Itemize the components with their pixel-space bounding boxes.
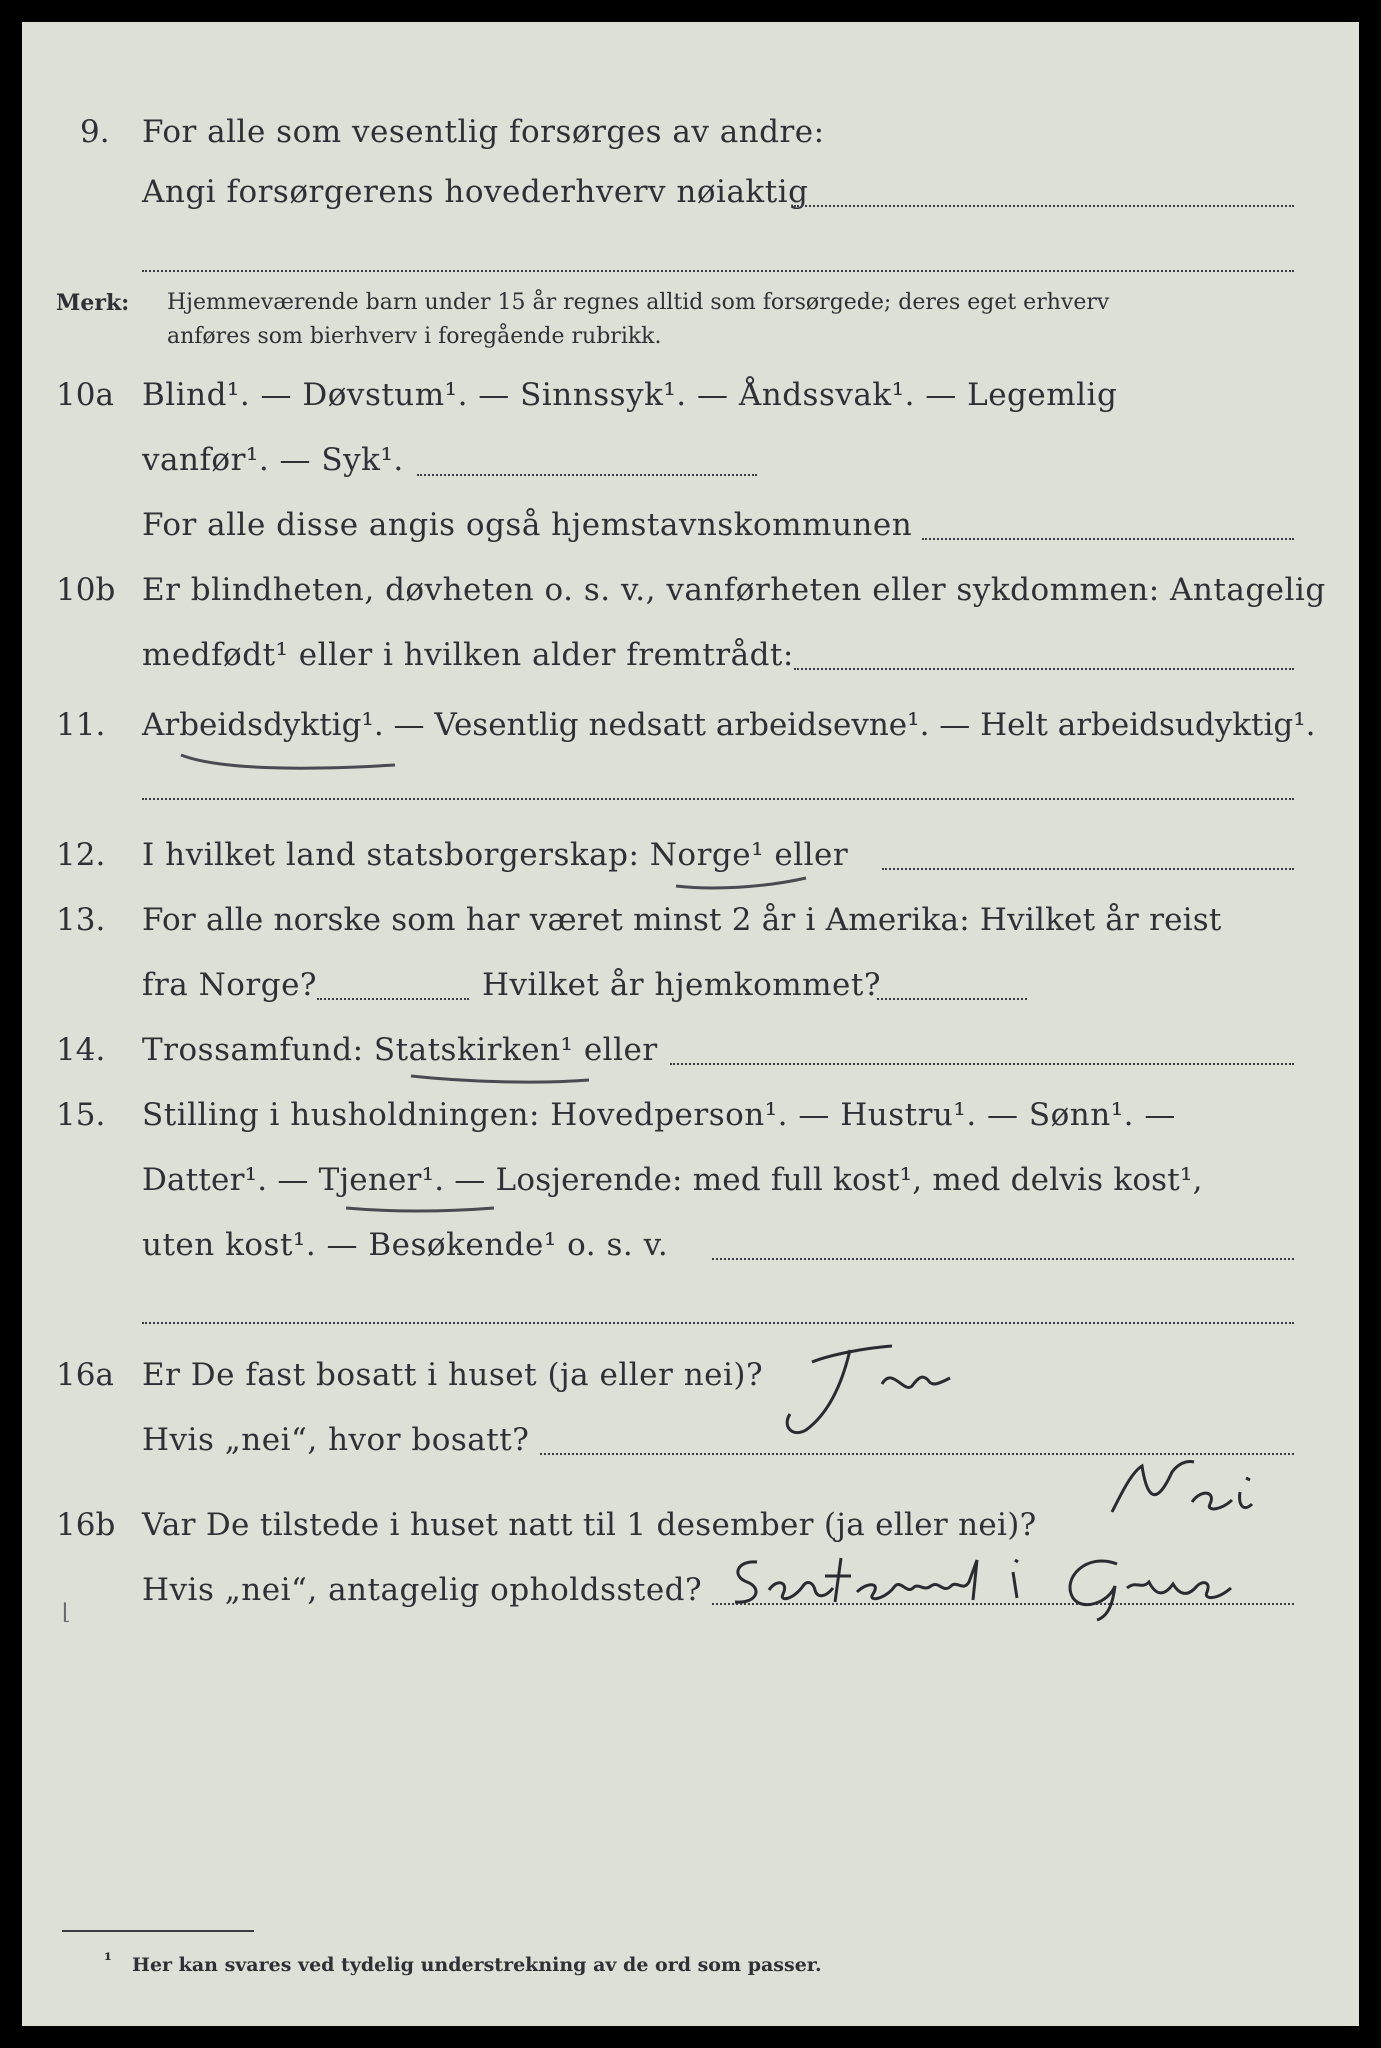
- q10b-line2: medfødt¹ eller i hvilken alder fremtrådt:: [142, 637, 794, 673]
- q14-underline-mark: [407, 1068, 597, 1092]
- note-line1: Hjemmeværende barn under 15 år regnes alltid som forsørgede; deres eget erhverv: [167, 290, 1110, 315]
- q12-underline-mark: [672, 872, 812, 896]
- q11-line1: Arbeidsdyktig¹. — Vesentlig nedsatt arbeidsevne¹. — Helt arbeidsudyktig¹.: [142, 707, 1316, 743]
- q11-number: 11.: [56, 707, 106, 743]
- q16b-line1: Var De tilstede i huset natt til 1 desember (ja eller nei)?: [142, 1507, 1037, 1543]
- q13-line1: For alle norske som har været minst 2 år i Amerika: Hvilket år reist: [142, 902, 1222, 938]
- q13-number: 13.: [56, 902, 106, 938]
- q15-answer-line: [712, 1258, 1294, 1260]
- section-divider: [142, 270, 1294, 272]
- q11-underline-mark: [177, 747, 402, 777]
- q10a-line3: For alle disse angis også hjemstavnskommunen: [142, 507, 913, 543]
- q10b-line1: Er blindheten, døvheten o. s. v., vanførheten eller sykdommen: Antagelig: [142, 572, 1326, 608]
- q16a-number: 16a: [56, 1357, 114, 1393]
- census-form-page: [22, 22, 1359, 2026]
- q9-answer-line: [794, 205, 1294, 207]
- q16a-line1: Er De fast bosatt i huset (ja eller nei)?: [142, 1357, 764, 1393]
- q15-underline-mark: [342, 1198, 502, 1222]
- q10b-answer-line: [794, 668, 1294, 670]
- q16b-number: 16b: [56, 1507, 116, 1543]
- q10a-number: 10a: [56, 377, 114, 413]
- q10a-answer-line-2: [922, 538, 1294, 540]
- section-divider: [142, 798, 1294, 800]
- q15-line2: Datter¹. — Tjener¹. — Losjerende: med full kost¹, med delvis kost¹,: [142, 1162, 1203, 1198]
- q13-year-return-line: [877, 998, 1027, 1000]
- q9-line2: Angi forsørgerens hovederhverv nøiaktig: [142, 174, 809, 210]
- q14-line1: Trossamfund: Statskirken¹ eller: [142, 1032, 658, 1068]
- q13-line2b: Hvilket år hjemkommet?: [482, 967, 881, 1003]
- q15-line1: Stilling i husholdningen: Hovedperson¹. — Hustru¹. — Sønn¹. —: [142, 1097, 1176, 1133]
- q14-number: 14.: [56, 1032, 106, 1068]
- q13-line2a: fra Norge?: [142, 967, 318, 1003]
- q10a-line2: vanfør¹. — Syk¹.: [142, 442, 404, 478]
- q10a-answer-line: [417, 474, 757, 476]
- q12-answer-line: [882, 868, 1294, 870]
- footnote-mark: ¹: [104, 1950, 112, 1971]
- footnote-rule: [62, 1930, 254, 1932]
- q10a-line1: Blind¹. — Døvstum¹. — Sinnssyk¹. — Åndssvak¹. — Legemlig: [142, 377, 1118, 413]
- q13-year-left-line: [317, 998, 469, 1000]
- q10b-number: 10b: [56, 572, 116, 608]
- note-label: Merk:: [56, 290, 130, 316]
- q16a-handwritten-answer: [772, 1334, 972, 1454]
- q12-number: 12.: [56, 837, 106, 873]
- footnote-text: Her kan svares ved tydelig understrekning av de ord som passer.: [132, 1954, 822, 1976]
- q16b-handwritten-answer-2: [717, 1542, 1317, 1622]
- q15-number: 15.: [56, 1097, 106, 1133]
- q16b-handwritten-answer-1: [1082, 1452, 1282, 1542]
- q14-answer-line: [670, 1063, 1294, 1065]
- q16a-line2: Hvis „nei“, hvor bosatt?: [142, 1422, 530, 1458]
- note-line2: anføres som bierhverv i foregående rubrikk.: [167, 324, 662, 349]
- q12-line1: I hvilket land statsborgerskap: Norge¹ eller: [142, 837, 849, 873]
- q16b-line2: Hvis „nei“, antagelig opholdssted?: [142, 1572, 703, 1608]
- q15-line3: uten kost¹. — Besøkende¹ o. s. v.: [142, 1227, 669, 1263]
- q9-number: 9.: [80, 114, 110, 150]
- margin-mark: ⌊: [62, 1600, 71, 1625]
- section-divider: [142, 1322, 1294, 1324]
- q9-line1: For alle som vesentlig forsørges av andre:: [142, 114, 825, 150]
